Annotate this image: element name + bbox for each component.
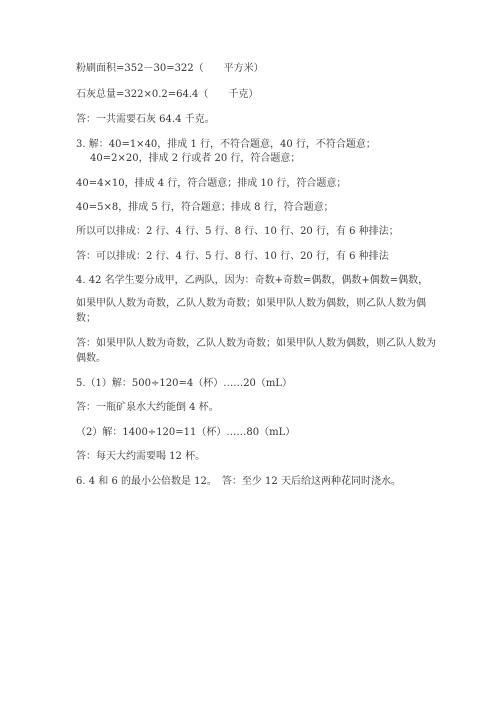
text-paragraph-11: 如果甲队人数为奇数，乙队人数为奇数；如果甲队人数为偶数，则乙队人数为偶数； [76, 298, 426, 324]
text-line-3: 答：一共需要石灰 64.4 千克。 [76, 114, 215, 125]
text-line-4: 3. 解：40=1×40，排成 1 行，不符合题意，40 行，不符合题意； [76, 139, 376, 150]
text-line-9: 答：可以排成：2 行、4 行、5 行、8 行、10 行、20 行，有 6 种排法 [76, 251, 389, 262]
text-line-2: 石灰总量=322×0.2=64.4（ 千克） [76, 89, 259, 100]
text-line-8: 所以可以排成：2 行、4 行、5 行、8 行、10 行、20 行，有 6 种排法； [76, 226, 399, 237]
text-line-5: 40=2×20，排成 2 行或者 20 行，符合题意； [90, 153, 301, 164]
text-line-15: （2）解：1400÷120=11（杯）……80（mL） [76, 427, 296, 438]
text-line-7: 40=5×8，排成 5 行，符合题意；排成 8 行，符合题意； [76, 202, 334, 213]
text-line-16: 答：每天大约需要喝 12 杯。 [76, 451, 206, 462]
text-line-13: 5.（1）解：500÷120=4（杯）……20（mL） [76, 378, 293, 389]
text-paragraph-12: 答：如果甲队人数为奇数，乙队人数为奇数；如果甲队人数为偶数，则乙队人数为偶数。 [76, 338, 436, 364]
text-line-6: 40=4×10，排成 4 行，符合题意；排成 10 行，符合题意； [76, 178, 347, 189]
text-line-14: 答：一瓶矿泉水大约能倒 4 杯。 [76, 402, 219, 413]
text-line-17: 6. 4 和 6 的最小公倍数是 12。 答：至少 12 天后给这两种花同时浇水。 [76, 476, 401, 487]
text-line-1: 粉刷面积=352－30=322（ 平方米） [76, 63, 264, 74]
text-line-10: 4. 42 名学生要分成甲，乙两队，因为：奇数+奇数=偶数，偶数+偶数=偶数， [76, 275, 429, 286]
